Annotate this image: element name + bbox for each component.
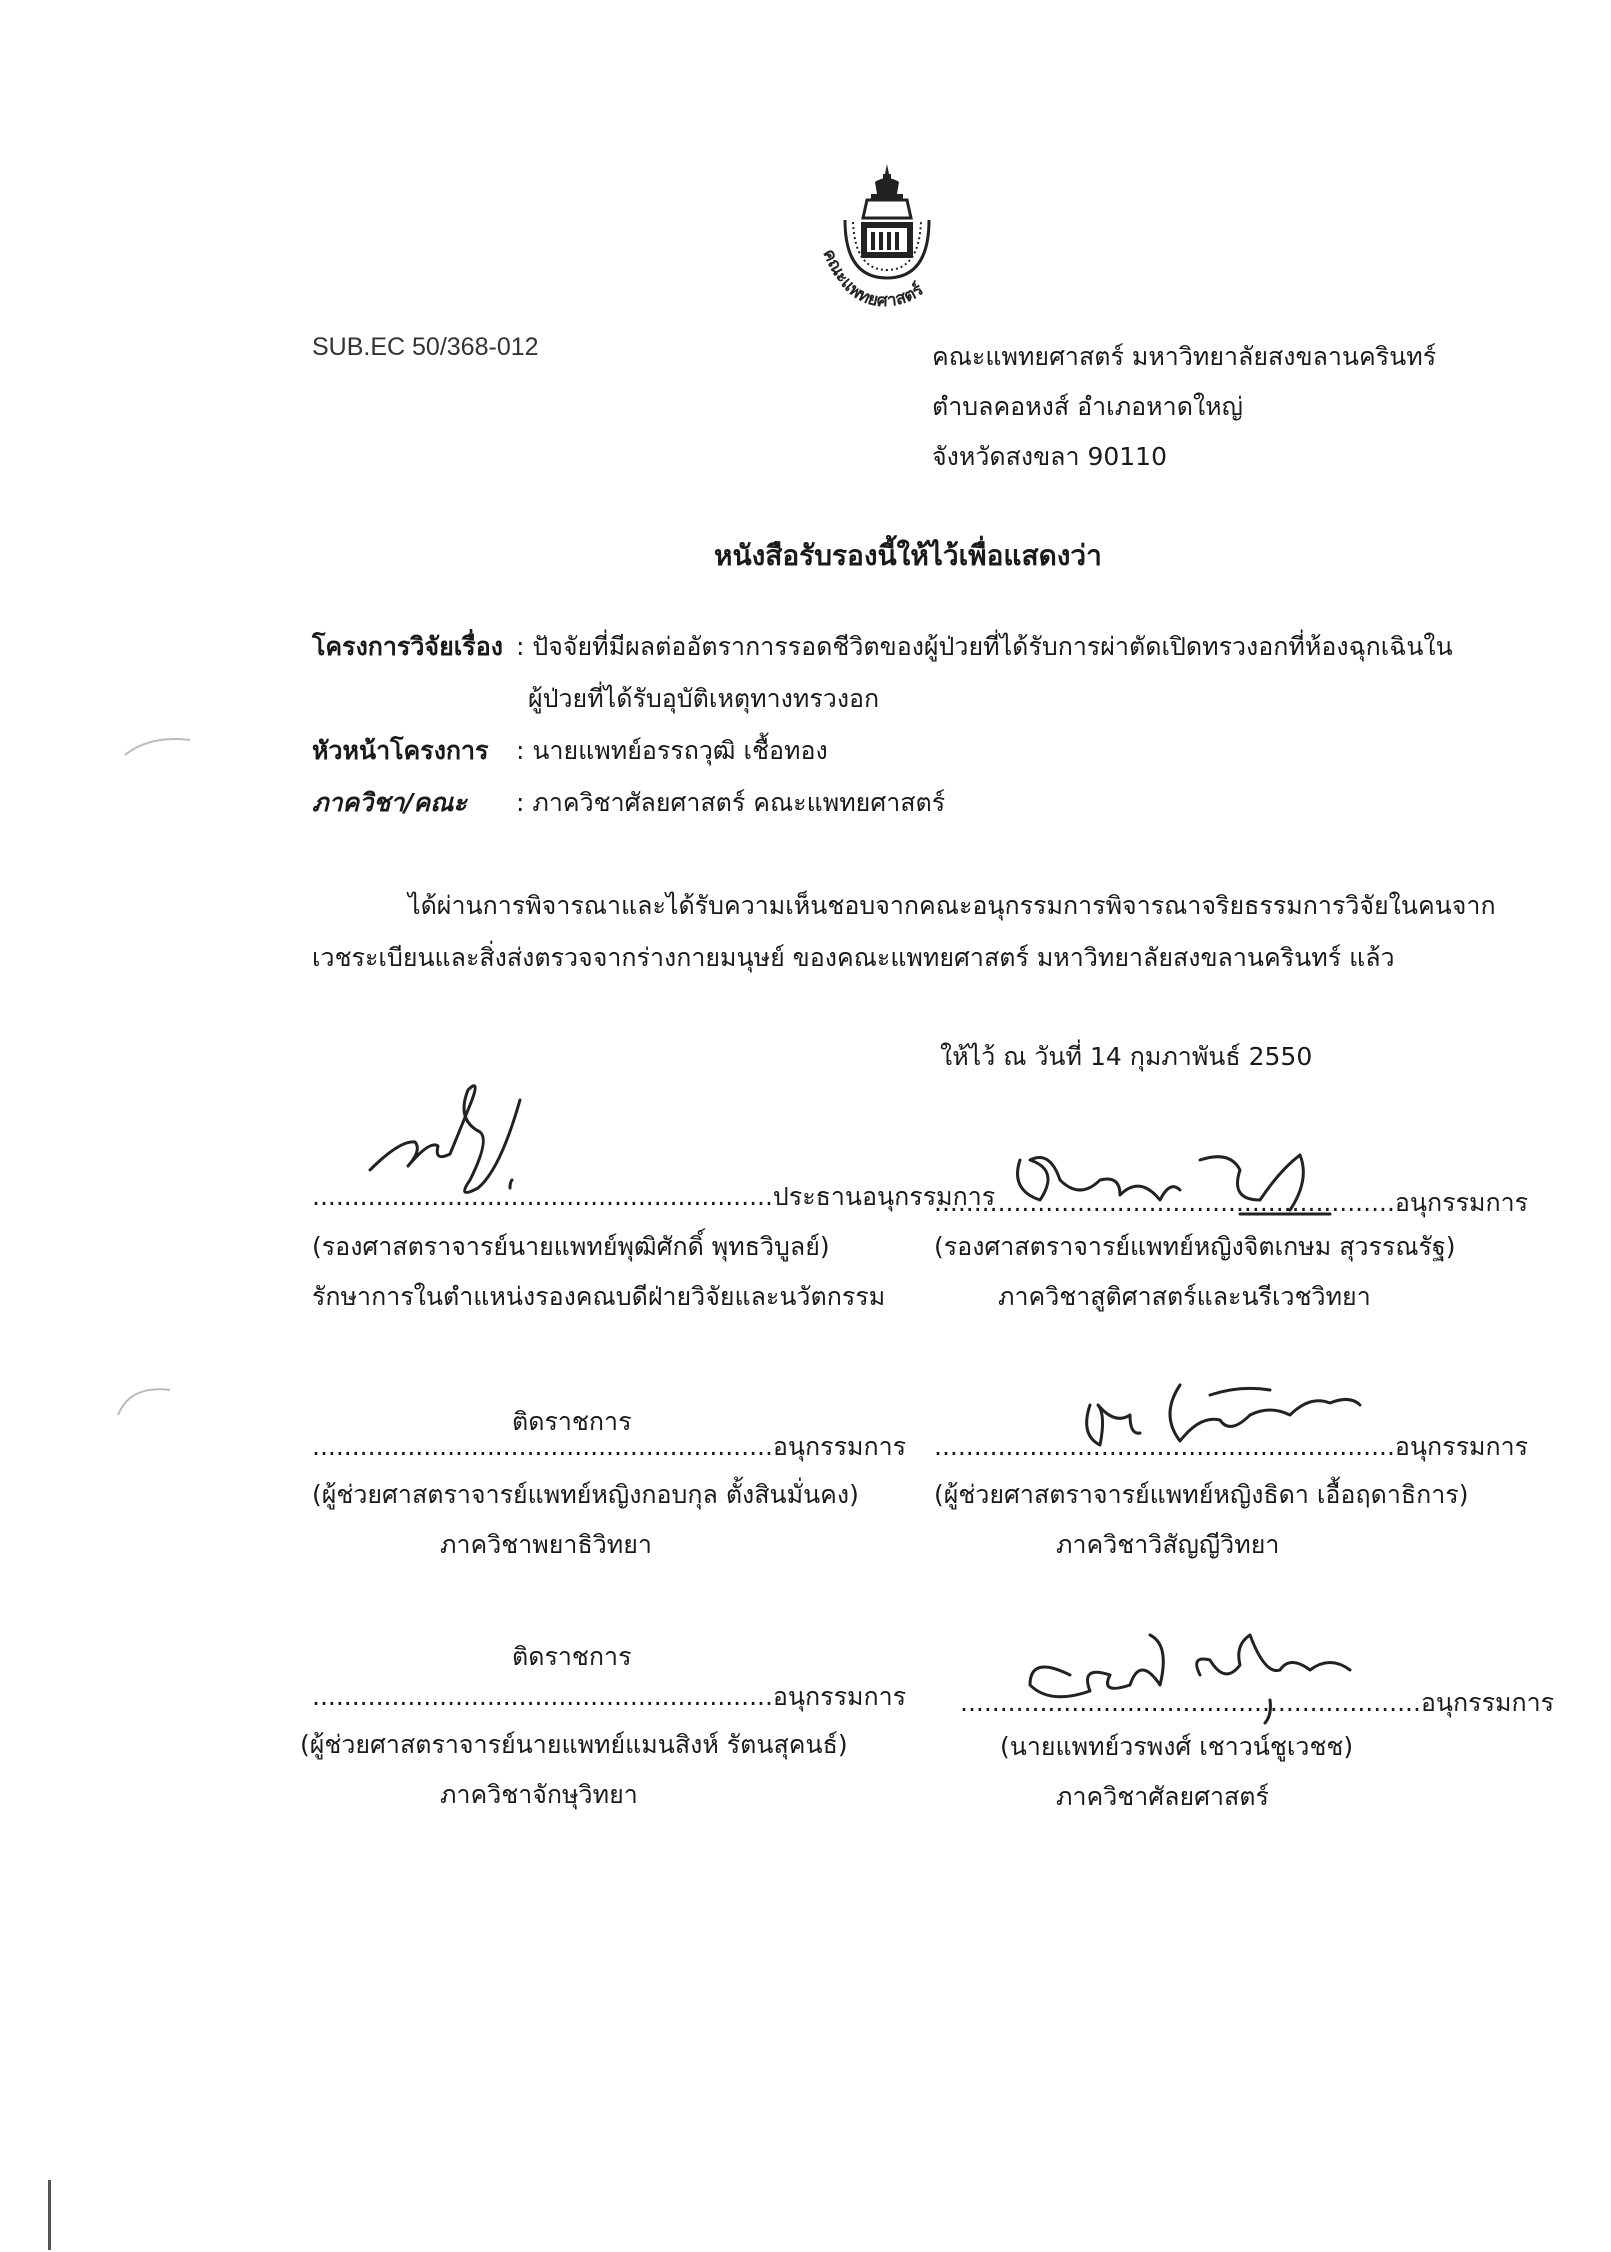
project-head-value: : นายแพทย์อรรถวุฒิ เชื้อทอง — [516, 736, 828, 765]
project-title-label: โครงการวิจัยเรื่อง — [312, 632, 503, 661]
signatory-1-line: ..........................................................ประธานอนุกรรมการ — [312, 1182, 996, 1211]
signatory-4-name: (ผู้ช่วยศาสตราจารย์แพทย์หญิงธิดา เอื้อฤดาธิการ) — [934, 1480, 1469, 1509]
signatory-4-title: ภาควิชาวิสัญญีวิทยา — [1056, 1530, 1280, 1559]
page-edge-mark — [48, 2180, 51, 2250]
project-title-line-1: : ปัจจัยที่มีผลต่ออัตราการรอดชีวิตของผู้ป่วยที่ได้รับการผ่าตัดเปิดทรวงอกที่ห้องฉุกเฉินใน — [516, 632, 1453, 661]
seal-text: คณะแพทยศาสตร์ — [818, 246, 928, 310]
signatory-5-name: (ผู้ช่วยศาสตราจารย์นายแพทย์แมนสิงห์ รัตนสุคนธ์) — [300, 1730, 848, 1759]
scan-mark — [120, 730, 200, 760]
scan-mark — [110, 1380, 180, 1420]
reference-number: SUB.EC 50/368-012 — [312, 333, 539, 361]
signatory-3-note: ติดราชการ — [512, 1407, 632, 1436]
certificate-heading: หนังสือรับรองนี้ให้ไว้เพื่อแสดงว่า — [714, 539, 1102, 572]
signatory-3-name: (ผู้ช่วยศาสตราจารย์แพทย์หญิงกอบกุล ตั้งสินมั่นคง) — [312, 1480, 859, 1509]
signatory-2-line: ..........................................................อนุกรรมการ — [934, 1188, 1529, 1217]
signatory-6-line: ..........................................................อนุกรรมการ — [960, 1688, 1555, 1717]
signatory-4-line: ..........................................................อนุกรรมการ — [934, 1432, 1529, 1461]
address-line-2: ตำบลคอหงส์ อำเภอหาดใหญ่ — [932, 392, 1243, 421]
signatory-2-title: ภาควิชาสูติศาสตร์และนรีเวชวิทยา — [998, 1282, 1371, 1311]
signatory-1-title: รักษาการในตำแหน่งรองคณบดีฝ่ายวิจัยและนวัตกรรม — [312, 1282, 886, 1311]
address-line-3: จังหวัดสงขลา 90110 — [932, 442, 1167, 471]
signatory-5-title: ภาควิชาจักษุวิทยา — [440, 1780, 638, 1809]
signatory-2-name: (รองศาสตราจารย์แพทย์หญิงจิตเกษม สุวรรณรัฐ) — [934, 1232, 1456, 1261]
signatory-3-line: ..........................................................อนุกรรมการ — [312, 1432, 907, 1461]
signatory-6-name: (นายแพทย์วรพงศ์ เชาวน์ชูเวชช) — [1000, 1732, 1354, 1761]
department-value: : ภาควิชาศัลยศาสตร์ คณะแพทยศาสตร์ — [516, 788, 946, 817]
signatory-1-name: (รองศาสตราจารย์นายแพทย์พุฒิศักดิ์ พุทธวิบูลย์) — [312, 1232, 830, 1261]
issue-date: ให้ไว้ ณ วันที่ 14 กุมภาพันธ์ 2550 — [940, 1042, 1313, 1071]
signatory-3-title: ภาควิชาพยาธิวิทยา — [440, 1530, 652, 1559]
project-head-label: หัวหน้าโครงการ — [312, 736, 489, 765]
project-title-line-2: ผู้ป่วยที่ได้รับอุบัติเหตุทางทรวงอก — [528, 684, 880, 713]
signatory-6-title: ภาควิชาศัลยศาสตร์ — [1056, 1782, 1269, 1811]
address-line-1: คณะแพทยศาสตร์ มหาวิทยาลัยสงขลานครินทร์ — [932, 342, 1437, 371]
faculty-seal-icon — [815, 160, 960, 310]
signatory-5-note: ติดราชการ — [512, 1642, 632, 1671]
body-line-1: ได้ผ่านการพิจารณาและได้รับความเห็นชอบจากคณะอนุกรรมการพิจารณาจริยธรรมการวิจัยในคนจาก — [408, 891, 1496, 920]
body-line-2: เวชระเบียนและสิ่งส่งตรวจจากร่างกายมนุษย์ ของคณะแพทยศาสตร์ มหาวิทยาลัยสงขลานครินทร์ แล้ว — [312, 943, 1395, 972]
department-label: ภาควิชา/คณะ — [312, 788, 467, 817]
signatory-5-line: ..........................................................อนุกรรมการ — [312, 1682, 907, 1711]
